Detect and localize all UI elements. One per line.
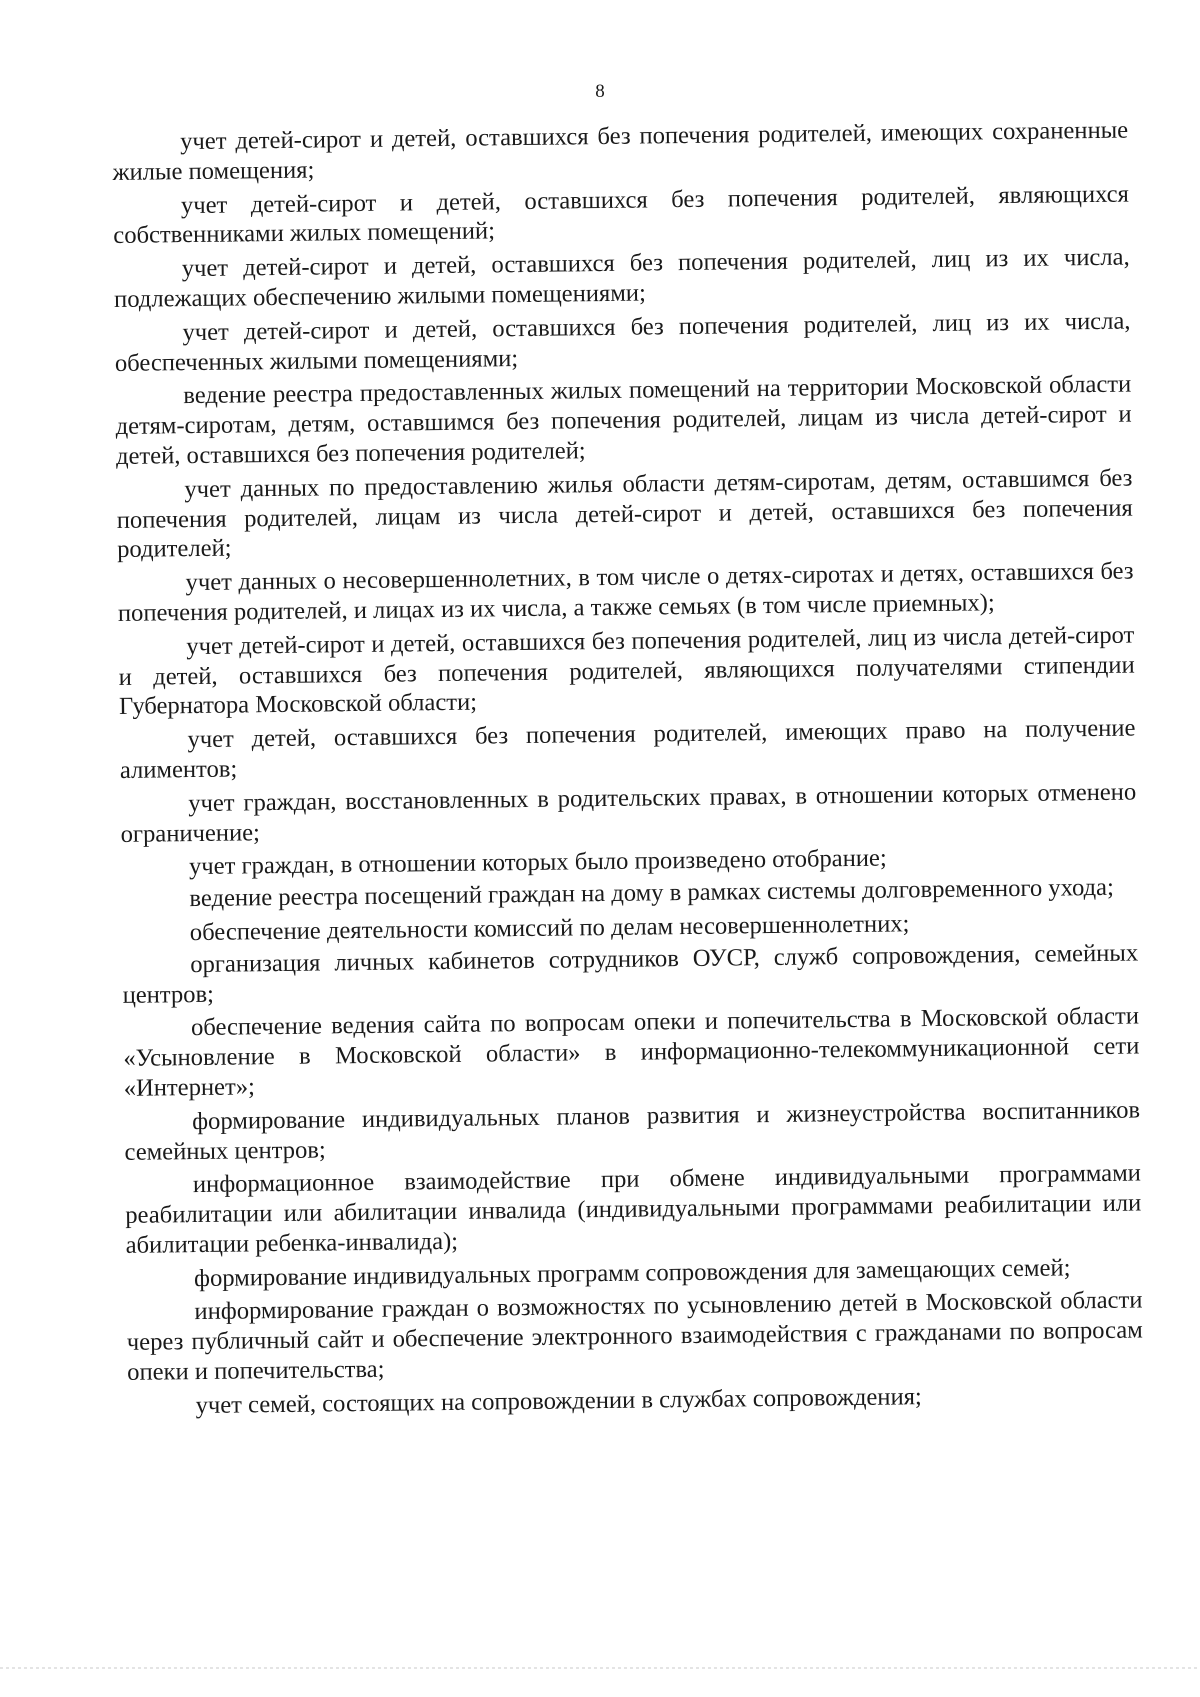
scan-edge-line	[0, 1667, 1200, 1669]
paragraph-7: учет данных о несовершеннолетних, в том числе о детях-сиротах и детях, оставшихся без попечения родителей, и лицах из их числа, а также семьях (в том числе приемных);	[117, 557, 1134, 627]
paragraph-20: учет семей, состоящих на сопровождении в службах сопровождения;	[195, 1383, 922, 1419]
paragraph-18: формирование индивидуальных программ сопровождения для замещающих семей;	[193, 1254, 1071, 1292]
paragraph-3: учет детей-сирот и детей, оставшихся без попечения родителей, лиц из их числа, подлежащих обеспечению жилыми помещениями;	[113, 243, 1130, 313]
paragraph-16: формирование индивидуальных планов развития и жизнеустройства воспитанников семейных центров;	[124, 1096, 1141, 1166]
page-number: 8	[595, 81, 605, 102]
paragraph-17: информационное взаимодействие при обмене индивидуальными программами реабилитации или абилитации инвалида (индивидуальными программами реабилитации или абилитации ребенка-инвалида);	[125, 1159, 1142, 1259]
paragraph-10: учет граждан, восстановленных в родительских правах, в отношении которых отменено ограничение;	[120, 778, 1137, 848]
paragraph-4: учет детей-сирот и детей, оставшихся без попечения родителей, лиц из их числа, обеспеченных жилыми помещениями;	[114, 307, 1131, 377]
document-body	[112, 116, 1144, 1426]
paragraph-1: учет детей-сирот и детей, оставшихся без попечения родителей, имеющих сохраненные жилые помещения;	[112, 116, 1129, 186]
paragraph-5: ведение реестра предоставленных жилых помещений на территории Московской области детям-сиротам, детям, оставшимся без попечения родителей, лицам из числа детей-сирот и детей, оставшихся без попечения родителей;	[115, 370, 1132, 470]
paragraph-15: обеспечение ведения сайта по вопросам опеки и попечительства в Московской области «Усыновление в Московской области» в информационно-телекоммуникационной сети «Интернет»;	[123, 1002, 1140, 1102]
paragraph-14: организация личных кабинетов сотрудников ОУСР, служб сопровождения, семейных центров;	[122, 939, 1139, 1009]
paragraph-12: ведение реестра посещений граждан на дому в рамках системы долговременного ухода;	[189, 873, 1115, 913]
paragraph-9: учет детей, оставшихся без попечения родителей, имеющих право на получение алиментов;	[119, 714, 1136, 784]
paragraph-19: информирование граждан о возможностях по усыновлению детей в Московской области через публичный сайт и обеспечение электронного взаимодействия с гражданами по вопросам опеки и попечительства;	[126, 1286, 1143, 1386]
paragraph-6: учет данных по предоставлению жилья области детям-сиротам, детям, оставшимся без попечения родителей, лицам из числа детей-сирот и детей, оставшихся без попечения родителей;	[116, 464, 1133, 564]
paragraph-2: учет детей-сирот и детей, оставшихся без попечения родителей, являющихся собственниками жилых помещений;	[113, 180, 1130, 250]
paragraph-13: обеспечение деятельности комиссий по делам несовершеннолетних;	[189, 910, 910, 947]
paragraph-11: учет граждан, в отношении которых было произведено отобрание;	[188, 844, 887, 881]
paragraph-8: учет детей-сирот и детей, оставшихся без попечения родителей, лиц из числа детей-сирот и детей, оставшихся без попечения родителей, являющихся получателями стипендии Губернатора Московской области;	[118, 621, 1135, 721]
